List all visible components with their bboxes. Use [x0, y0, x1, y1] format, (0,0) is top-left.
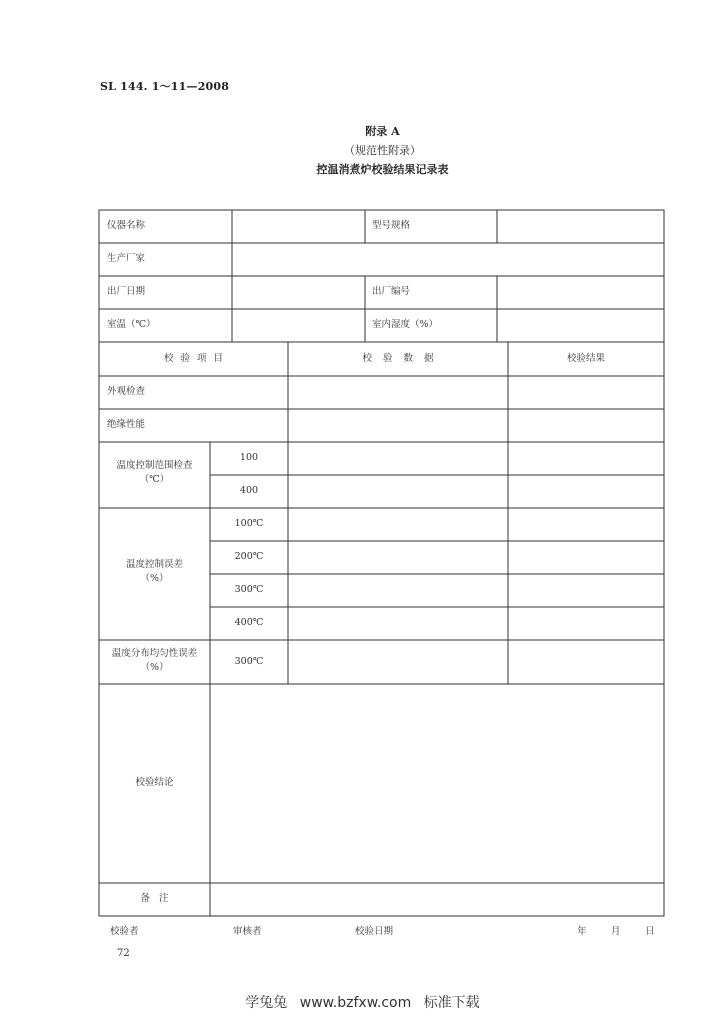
- error-value-200: 200℃: [234, 551, 264, 562]
- header-check-item: 校 验 项 目: [163, 353, 224, 364]
- form-title: 控温消煮炉校验结果记录表: [316, 163, 449, 176]
- uniformity-value-300: 300℃: [234, 656, 264, 667]
- header-check-result: 校验结果: [566, 353, 605, 364]
- range-value-100: 100: [239, 452, 259, 463]
- production-date-label: 出厂日期: [107, 286, 146, 297]
- control-error-unit: （%）: [140, 573, 169, 585]
- checker-label: 校验者: [110, 926, 139, 937]
- footer-watermark: 学兔兔 www.bzfxw.com 标准下载: [245, 995, 480, 1011]
- standard-code: SL 144. 1～11—2008: [100, 80, 230, 93]
- error-value-300: 300℃: [234, 584, 264, 595]
- uniformity-error-title: 温度分布均匀性误差: [111, 648, 198, 659]
- range-check-title: 温度控制范围检查: [116, 460, 193, 471]
- control-error-label: [99, 558, 210, 587]
- month-label: 月: [611, 926, 621, 937]
- room-temp-label: 室温（℃）: [107, 319, 156, 330]
- remarks-label: 备 注: [140, 893, 169, 904]
- model-spec-label: 型号规格: [372, 220, 411, 231]
- range-check-label: [99, 459, 210, 488]
- year-label: 年: [577, 926, 587, 937]
- conclusion-label: 校验结论: [135, 777, 174, 788]
- error-value-400: 400℃: [234, 617, 264, 628]
- range-check-unit: （℃）: [139, 474, 170, 486]
- room-humidity-label: 室内湿度（%）: [372, 319, 439, 330]
- range-value-400: 400: [239, 485, 259, 496]
- check-date-label: 校验日期: [355, 926, 394, 937]
- normative-label: （规范性附录）: [344, 144, 421, 157]
- instrument-name-label: 仪器名称: [107, 220, 146, 231]
- insulation-label: 绝缘性能: [107, 419, 146, 430]
- error-value-100: 100℃: [234, 518, 264, 529]
- serial-number-label: 出厂编号: [372, 286, 411, 297]
- control-error-title: 温度控制误差: [125, 559, 183, 570]
- appearance-check-label: 外观检查: [107, 386, 146, 397]
- appendix-label: 附录 A: [365, 125, 400, 138]
- uniformity-error-unit: （%）: [140, 662, 169, 674]
- header-check-data: 校 验 数 据: [362, 353, 434, 364]
- uniformity-error-label: [99, 647, 210, 676]
- reviewer-label: 审核者: [233, 926, 262, 937]
- manufacturer-label: 生产厂家: [107, 253, 146, 264]
- day-label: 日: [645, 926, 655, 937]
- page-number: 72: [117, 948, 130, 959]
